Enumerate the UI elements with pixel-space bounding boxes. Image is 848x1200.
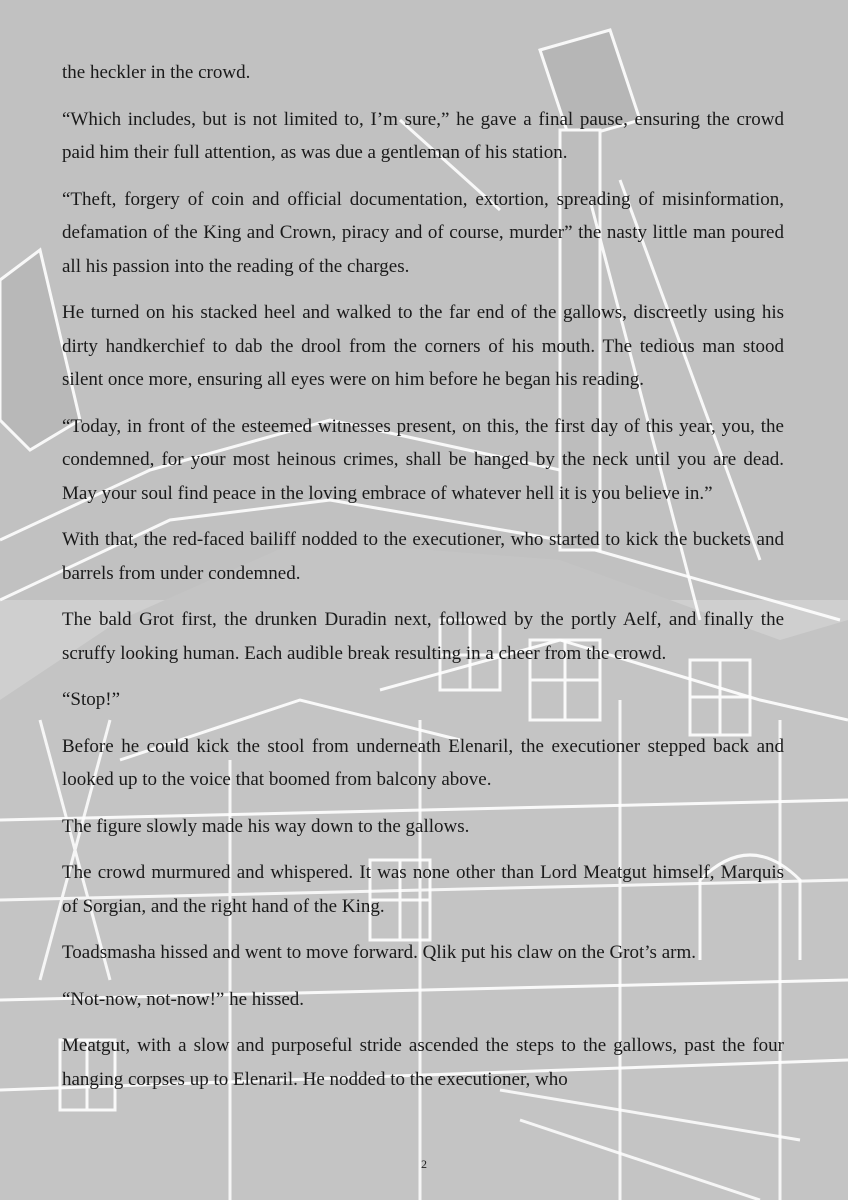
page-number: 2 (421, 1157, 427, 1171)
paragraph: “Which includes, but is not limited to, I’m sure,” he gave a final pause, ensuring the crowd paid him their full attention, as was due a gentleman of his station. (62, 108, 784, 163)
paragraph: The crowd murmured and whispered. It was none other than Lord Meatgut himself, Marquis of Sorgian, and the right hand of the King. (62, 862, 784, 917)
paragraph: “Today, in front of the esteemed witnesses present, on this, the first day of this year, you, the condemned, for your most heinous crimes, shall be hanged by the neck until you are dead. May your soul find peace in the loving embrace of whatever hell it is you believe in.” (62, 415, 784, 504)
paragraph: Toadsmasha hissed and went to move forward. Qlik put his claw on the Grot’s arm. (62, 942, 696, 963)
paragraph: “Not-now, not-now!” he hissed. (62, 988, 305, 1010)
paragraph: The figure slowly made his way down to the gallows. (62, 815, 470, 837)
paragraph: “Theft, forgery of coin and official documentation, extortion, spreading of misinformation, defamation of the King and Crown, piracy and of course, murder” the nasty little man poured all his passion into the reading of the charges. (62, 188, 784, 277)
story-text (62, 56, 784, 1109)
paragraph: the heckler in the crowd. (62, 62, 251, 83)
paragraph: Before he could kick the stool from underneath Elenaril, the executioner stepped back and looked up to the voice that boomed from balcony above. (62, 735, 784, 790)
paragraph: “Stop!” (62, 689, 121, 710)
paragraph: He turned on his stacked heel and walked to the far end of the gallows, discreetly using his dirty handkerchief to dab the drool from the corners of his mouth. The tedious man stood silent once more, ensuring all eyes were on him before he began his reading. (62, 302, 784, 390)
paragraph: Meatgut, with a slow and purposeful stride ascended the steps to the gallows, past the four hanging corpses up to Elenaril. He nodded to the executioner, who (62, 1035, 784, 1090)
paragraph: With that, the red-faced bailiff nodded to the executioner, who started to kick the buckets and barrels from under condemned. (62, 529, 784, 584)
paragraph: The bald Grot first, the drunken Duradin next, followed by the portly Aelf, and finally the scruffy looking human. Each audible break resulting in a cheer from the crowd. (62, 609, 784, 664)
